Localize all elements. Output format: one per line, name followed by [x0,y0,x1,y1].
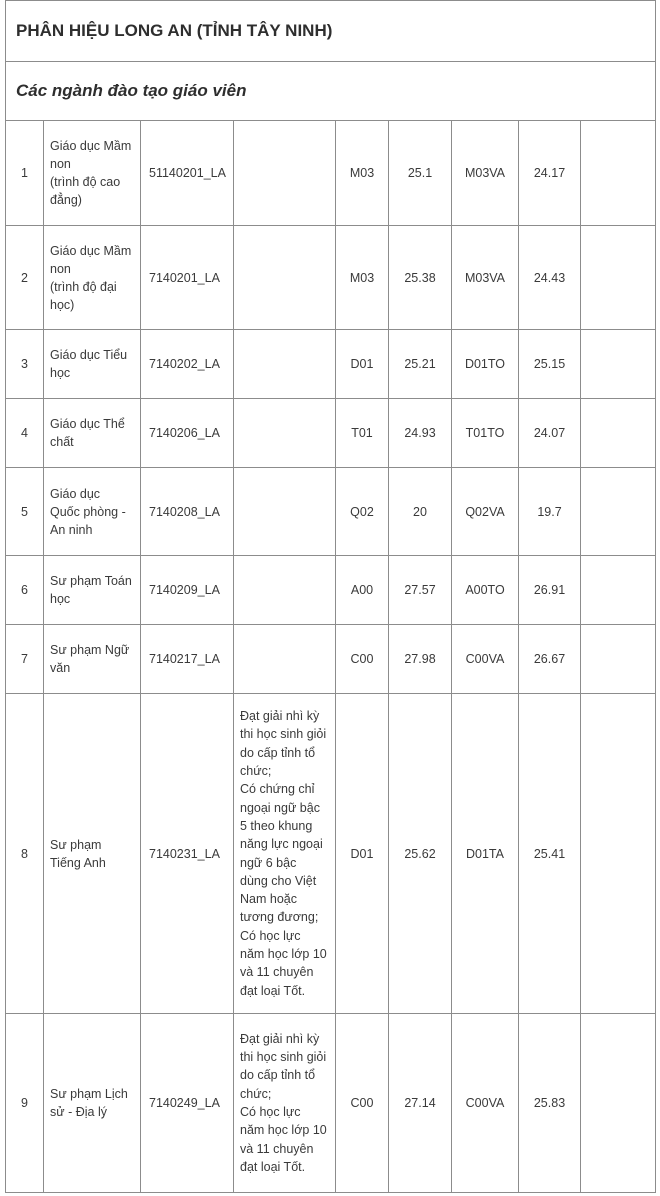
empty-cell [581,330,656,399]
cutoff-score: 25.21 [389,330,452,399]
cutoff-score-2: 25.83 [519,1014,581,1193]
table-row [6,121,656,226]
empty-cell [581,1014,656,1193]
empty-cell [581,226,656,330]
subject-combination: D01 [336,694,389,1014]
cutoff-score-2: 24.17 [519,121,581,226]
cutoff-score-2: 26.67 [519,625,581,694]
subject-combination: M03 [336,121,389,226]
cutoff-score: 25.62 [389,694,452,1014]
table-row [6,556,656,625]
cutoff-score: 27.57 [389,556,452,625]
admission-table-sheet [5,0,655,1196]
row-number: 5 [6,468,44,556]
major-name: Giáo dục Thể chất [44,399,141,468]
cutoff-score: 25.1 [389,121,452,226]
table-row [6,625,656,694]
subject-combination: C00 [336,625,389,694]
empty-cell [581,468,656,556]
subject-combination-2: Q02VA [452,468,519,556]
cutoff-score-2: 24.07 [519,399,581,468]
header-row [6,1,656,62]
row-number: 6 [6,556,44,625]
priority-criteria [234,625,336,694]
cutoff-score-2: 19.7 [519,468,581,556]
empty-cell [581,399,656,468]
major-name: Sư phạm Toán học [44,556,141,625]
cutoff-score: 27.14 [389,1014,452,1193]
major-code: 7140209_LA [141,556,234,625]
cutoff-score-2: 25.41 [519,694,581,1014]
major-code: 7140217_LA [141,625,234,694]
cutoff-score-2: 25.15 [519,330,581,399]
subject-combination: T01 [336,399,389,468]
priority-criteria [234,330,336,399]
priority-criteria [234,399,336,468]
major-name: Sư phạm Tiếng Anh [44,694,141,1014]
cutoff-score: 24.93 [389,399,452,468]
empty-cell [581,121,656,226]
subject-combination-2: A00TO [452,556,519,625]
cutoff-score: 20 [389,468,452,556]
subject-combination-2: M03VA [452,226,519,330]
major-name: Giáo dục Quốc phòng - An ninh [44,468,141,556]
page-title: PHÂN HIỆU LONG AN (TỈNH TÂY NINH) [6,1,656,62]
row-number: 9 [6,1014,44,1193]
table-row [6,468,656,556]
subject-combination: M03 [336,226,389,330]
subject-combination-2: C00VA [452,625,519,694]
major-name: Giáo dục Tiểu học [44,330,141,399]
section-title: Các ngành đào tạo giáo viên [6,62,656,121]
priority-criteria [234,121,336,226]
major-name: Sư phạm Lịch sử - Địa lý [44,1014,141,1193]
empty-cell [581,556,656,625]
subject-combination-2: C00VA [452,1014,519,1193]
major-code: 7140208_LA [141,468,234,556]
row-number: 1 [6,121,44,226]
row-number: 2 [6,226,44,330]
row-number: 7 [6,625,44,694]
priority-criteria: Đạt giải nhì kỳ thi học sinh giỏi do cấp tỉnh tổ chức; Có học lực năm học lớp 10 và 11 chuyên đạt loại Tốt. [234,1014,336,1193]
table-row [6,226,656,330]
priority-criteria [234,226,336,330]
subject-combination: C00 [336,1014,389,1193]
row-number: 4 [6,399,44,468]
subject-combination-2: D01TA [452,694,519,1014]
subject-combination: D01 [336,330,389,399]
priority-criteria [234,468,336,556]
major-code: 7140206_LA [141,399,234,468]
subject-combination-2: D01TO [452,330,519,399]
priority-criteria [234,556,336,625]
table-row [6,330,656,399]
section-row [6,62,656,121]
subject-combination-2: T01TO [452,399,519,468]
row-number: 3 [6,330,44,399]
major-code: 7140202_LA [141,330,234,399]
major-name: Sư phạm Ngữ văn [44,625,141,694]
major-name: Giáo dục Mầm non (trình độ cao đẳng) [44,121,141,226]
cutoff-score: 25.38 [389,226,452,330]
table-row [6,1014,656,1193]
priority-criteria: Đạt giải nhì kỳ thi học sinh giỏi do cấp tỉnh tổ chức; Có chứng chỉ ngoại ngữ bậc 5 theo khung năng lực ngoại ngữ 6 bậc dùng cho Việt Nam hoặc tương đương; Có học lực năm học lớp 10 và 11 chuyên đạt loại Tốt. [234,694,336,1014]
table-row [6,694,656,1014]
subject-combination: A00 [336,556,389,625]
admission-table [5,0,656,1193]
subject-combination: Q02 [336,468,389,556]
subject-combination-2: M03VA [452,121,519,226]
major-code: 7140231_LA [141,694,234,1014]
cutoff-score-2: 26.91 [519,556,581,625]
major-code: 51140201_LA [141,121,234,226]
cutoff-score-2: 24.43 [519,226,581,330]
empty-cell [581,694,656,1014]
row-number: 8 [6,694,44,1014]
cutoff-score: 27.98 [389,625,452,694]
empty-cell [581,625,656,694]
table-row [6,399,656,468]
major-name: Giáo dục Mầm non (trình độ đại học) [44,226,141,330]
major-code: 7140201_LA [141,226,234,330]
major-code: 7140249_LA [141,1014,234,1193]
